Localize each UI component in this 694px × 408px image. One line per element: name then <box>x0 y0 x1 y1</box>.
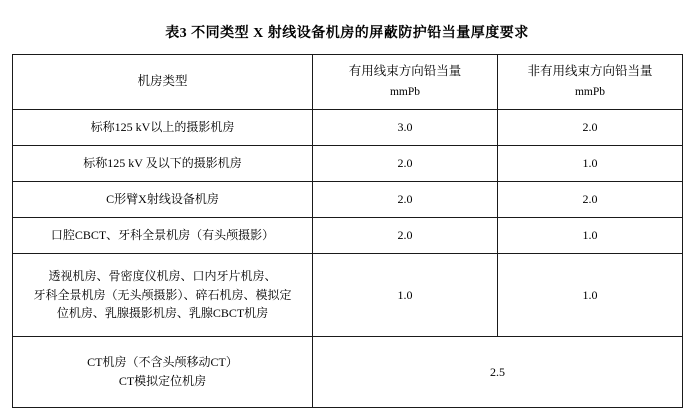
table-row <box>13 182 683 218</box>
cell-room-type-line: 透视机房、骨密度仪机房、口内牙片机房、 <box>48 269 277 284</box>
cell-room-type-line: CT模拟定位机房 <box>118 374 207 388</box>
cell-non-useful-value: 2.0 <box>498 182 683 218</box>
cell-room-type-line: 位机房、乳腺摄影机房、乳腺CBCT机房 <box>56 306 269 321</box>
cell-room-type-line: 牙科全景机房（无头颅摄影）、碎石机房、模拟定 <box>33 287 292 302</box>
header-cell-non-useful-beam <box>498 55 683 110</box>
header-cell-useful-beam <box>313 55 498 110</box>
table-container <box>0 54 694 408</box>
header-room-type-label: 机房类型 <box>137 74 188 89</box>
header-useful-beam-label: 有用线束方向铅当量 <box>348 64 462 79</box>
cell-non-useful-value: 1.0 <box>498 146 683 182</box>
table-row <box>13 110 683 146</box>
table-title: 表3 不同类型 X 射线设备机房的屏蔽防护铅当量厚度要求 <box>165 26 529 41</box>
cell-room-type: 标称125 kV以上的摄影机房 <box>13 110 313 146</box>
cell-useful-value: 2.0 <box>313 182 498 218</box>
cell-room-type <box>13 337 313 408</box>
cell-room-type: 口腔CBCT、牙科全景机房（有头颅摄影） <box>13 218 313 254</box>
header-cell-room-type <box>13 55 313 110</box>
table-row <box>13 254 683 337</box>
cell-useful-value: 2.0 <box>313 218 498 254</box>
table-header-row <box>13 55 683 110</box>
header-useful-beam-unit: mmPb <box>389 85 421 98</box>
cell-useful-value: 2.0 <box>313 146 498 182</box>
cell-room-type: C形臂X射线设备机房 <box>13 182 313 218</box>
cell-room-type-line: CT机房（不含头颅移动CT） <box>87 355 238 370</box>
cell-useful-value: 1.0 <box>313 254 498 337</box>
cell-room-type <box>13 254 313 337</box>
shielding-requirements-table <box>12 54 683 408</box>
header-non-useful-beam-label: 非有用线束方向铅当量 <box>527 64 653 79</box>
cell-useful-value: 3.0 <box>313 110 498 146</box>
table-row <box>13 337 683 408</box>
cell-non-useful-value: 1.0 <box>498 254 683 337</box>
cell-non-useful-value: 1.0 <box>498 218 683 254</box>
header-non-useful-beam-unit: mmPb <box>574 85 606 98</box>
table-row <box>13 218 683 254</box>
cell-non-useful-value: 2.0 <box>498 110 683 146</box>
cell-room-type: 标称125 kV 及以下的摄影机房 <box>13 146 313 182</box>
cell-merged-value: 2.5 <box>313 337 683 408</box>
table-row <box>13 146 683 182</box>
